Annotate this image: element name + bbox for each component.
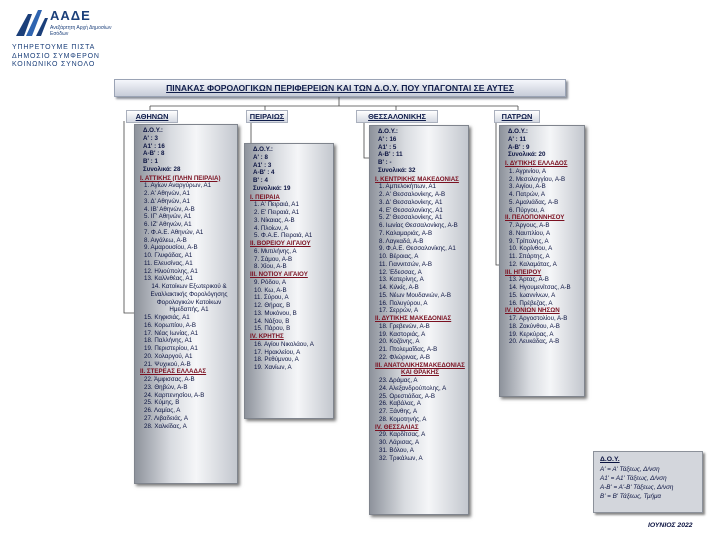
summary-block <box>505 128 581 159</box>
summary-line: Α' : 8 <box>253 153 268 161</box>
office-item: 3. Δ' Θεσσαλονίκης, Α1 <box>379 198 443 206</box>
office-item: 9. Ρόδου, Α <box>254 278 286 286</box>
office-item: 3. Δ' Αθηνών, Α1 <box>144 197 190 205</box>
summary-line: Β' : 4 <box>253 177 268 184</box>
region-heading: ΙΙ. ΒΟΡΕΙΟΥ ΑΙΓΑΙΟΥ <box>250 240 311 247</box>
office-item: 20. Χολαργού, Α1 <box>144 352 193 360</box>
office-item: 16. Κορωπίου, Α-Β <box>144 321 196 329</box>
office-item: 12. Ηλιούπολης, Α1 <box>144 267 198 275</box>
office-item: 13. Κατερίνης, Α <box>379 276 424 284</box>
office-item: 16. Αγίου Νικολάου, Α <box>254 340 314 348</box>
region-heading: Ι. ΔΥΤΙΚΗΣ ΕΛΛΑΔΟΣ <box>505 160 568 167</box>
summary-line: Α1' : 3 <box>253 161 272 169</box>
office-item: 17. Αργοστολίου, Α-Β <box>509 315 568 322</box>
office-item: 8. Αιγάλεω, Α-Β <box>144 236 187 244</box>
office-item: 31. Βόλου, Α <box>379 446 414 454</box>
office-item: 14. Κατοίκων Εξωτερικού & Εναλλακτικής Φορολόγησης Φορολογικών Κατοίκων Ημεδαπής, Α1 <box>150 283 228 314</box>
office-item: 5. Φ.Α.Ε. Πειραιά, Α1 <box>254 232 313 240</box>
office-item: 10. Κορίνθου, Α <box>509 245 553 253</box>
office-item: 15. Κηφισιάς, Α1 <box>144 314 190 321</box>
summary-line: Δ.Ο.Υ.: <box>143 127 163 134</box>
region-heading: Ι. ΑΤΤΙΚΗΣ (ΠΛΗΝ ΠΕΙΡΑΙΑ) <box>140 174 221 182</box>
office-item: 17. Ηρακλείου, Α <box>254 348 301 356</box>
summary-line: Δ.Ο.Υ.: <box>253 146 273 153</box>
office-item: 2. Μεσολογγίου, Α-Β <box>509 175 566 183</box>
region-heading: ΙV. ΚΡΗΤΗΣ <box>250 333 284 340</box>
office-item: 7. Καλαμαριάς, Α-Β <box>379 229 433 237</box>
office-item: 6. Μυτιλήνης, Α <box>254 247 297 255</box>
office-item: 10. Κω, Α-Β <box>254 286 287 294</box>
office-item: 1. Α' Πειραιά, Α1 <box>254 201 299 209</box>
legend-item: Α' = Α' Τάξεως, Δ/νση <box>600 466 660 473</box>
office-item: 14. Ηγουμενίτσας, Α-Β <box>509 284 571 291</box>
region-panel-patras <box>499 125 585 397</box>
region-heading: ΙΙΙ. ΑΝΑΤΟΛΙΚΗΣΜΑΚΕΔΟΝΙΑΣ ΚΑΙ ΘΡΑΚΗΣ <box>375 361 465 377</box>
office-item: 14. Νάξου, Β <box>254 317 290 325</box>
office-item: 3. Νίκαιας, Α-Β <box>254 216 295 224</box>
office-item: 13. Μυκόνου, Β <box>254 309 297 317</box>
office-item: 19. Περιστερίου, Α1 <box>144 345 198 352</box>
summary-block <box>250 146 330 193</box>
office-item: 17. Νέας Ιωνίας, Α1 <box>144 329 199 337</box>
office-item: 32. Τρικάλων, Α <box>379 454 423 462</box>
summary-line: Α1' : 16 <box>143 142 165 150</box>
office-item: 1. Αγίων Αναργύρων, Α1 <box>144 182 212 190</box>
office-item: 4. Πλοίων, Α <box>254 224 289 232</box>
logo-ministry-line: ΔΗΜΟΣΙΟ ΣΥΜΦΕΡΟΝ <box>12 52 100 60</box>
office-item: 2. Ε' Πειραιά, Α1 <box>254 209 300 216</box>
office-item: 2. Α' Θεσσαλονίκης, Α-Β <box>379 191 446 198</box>
aade-logo <box>8 6 138 70</box>
summary-line: Α' : 11 <box>508 135 526 143</box>
office-item: 13. Άρτας, Α-Β <box>509 276 549 284</box>
office-item: 6. Πύργου, Α <box>509 206 545 214</box>
office-item: 21. Ψυχικού, Α-Β <box>144 360 191 368</box>
logo-ministry <box>12 44 100 70</box>
region-heading: ΙΙΙ. ΝΟΤΙΟΥ ΑΙΓΑΙΟΥ <box>250 271 308 278</box>
logo-brand: ΑΑΔΕ <box>50 8 91 23</box>
office-item: 19. Χανίων, Α <box>254 364 292 371</box>
office-item: 18. Ζακύνθου, Α-Β <box>509 322 560 330</box>
office-item: 16. Πρέβεζας, Α <box>509 299 553 307</box>
office-item: 4. Ε' Θεσσαλονίκης, Α1 <box>379 206 443 214</box>
office-item: 15. Ιωαννίνων, Α <box>509 291 556 299</box>
region-heading: ΙΙ. ΣΤΕΡΕΑΣ ΕΛΛΑΔΑΣ <box>140 368 207 376</box>
office-item: 8. Ναυπλίου, Α <box>509 229 551 237</box>
legend-item: Α1' = Α1' Τάξεως, Δ/νση <box>600 475 667 482</box>
summary-line: Συνολικά: 28 <box>143 165 181 173</box>
region-heading: ΙV. ΙΟΝΙΩΝ ΝΗΣΩΝ <box>505 307 560 315</box>
office-item: 6. Ιωνίας Θεσσαλονίκης, Α-Β <box>379 222 458 229</box>
office-item: 12. Θήρας, Β <box>254 302 291 309</box>
legend-item: Α-Β' = Α'-Β' Τάξεως, Δ/νση <box>600 484 674 491</box>
office-item: 27. Ξάνθης, Α <box>379 408 418 415</box>
office-item: 20. Κοζάνης, Α <box>379 338 420 346</box>
office-item: 10. Γλυφάδας, Α1 <box>144 252 193 259</box>
summary-line: Συνολικά: 32 <box>378 166 416 174</box>
office-item: 12. Καλαμάτας, Α <box>509 260 557 268</box>
office-item: 3. Αιγίου, Α-Β <box>509 183 546 191</box>
office-item: 15. Πάρου, Β <box>254 325 291 333</box>
summary-line: Α' : 3 <box>143 134 158 142</box>
summary-line: Δ.Ο.Υ.: <box>378 128 398 135</box>
region-heading: Ι. ΠΕΙΡΑΙΑ <box>250 193 280 201</box>
summary-line: Συνολικά: 20 <box>508 151 546 159</box>
region-heading: ΙΙ. ΠΕΛΟΠΟΝΝΗΣΟΥ <box>505 214 565 222</box>
office-item: 11. Γιαννιτσών, Α-Β <box>379 260 433 268</box>
office-item: 20. Λευκάδας, Α-Β <box>509 338 560 346</box>
summary-line: Συνολικά: 19 <box>253 184 291 192</box>
summary-line: Α-Β' : 8 <box>143 150 165 158</box>
office-item: 15. Νέων Μουδανιών, Α-Β <box>379 291 451 299</box>
office-item: 24. Καρπενησίου, Α-Β <box>144 391 205 399</box>
document-date: ΙΟΥΝΙΟΣ 2022 <box>648 522 693 529</box>
office-item: 28. Κομοτηνής, Α <box>379 415 427 423</box>
page-title: ΠΙΝΑΚΑΣ ΦΟΡΟΛΟΓΙΚΩΝ ΠΕΡΙΦΕΡΕΙΩΝ ΚΑΙ ΤΩΝ Δ.Ο.Υ. ΠΟΥ ΥΠΑΓΟΝΤΑΙ ΣΕ ΑΥΤΕΣ <box>114 79 566 97</box>
office-item: 9. Αμαρουσίου, Α-Β <box>144 244 198 252</box>
office-item: 23. Θηβών, Α-Β <box>144 383 188 391</box>
office-item: 24. Αλεξανδρούπολης, Α <box>379 384 447 392</box>
office-item: 7. Φ.Α.Ε. Αθηνών, Α1 <box>144 228 204 236</box>
office-item: 19. Κερκύρας, Α <box>509 330 554 338</box>
office-item: 5. Αμαλιάδας, Α-Β <box>509 198 559 206</box>
office-item: 18. Γρεβενών, Α-Β <box>379 322 430 330</box>
office-item: 4. ΙΒ' Αθηνών, Α-Β <box>144 205 195 213</box>
summary-line: Α' : 16 <box>378 135 397 143</box>
office-item: 1. Αμπελοκήπων, Α1 <box>379 183 437 191</box>
summary-line: Α-Β' : 9 <box>508 143 530 151</box>
office-item: 25. Κύμης, Β <box>144 399 180 407</box>
logo-ministry-line: ΥΠΗΡΕΤΟΥΜΕ ΠΙΣΤΑ <box>12 44 96 51</box>
logo-ministry-line: ΚΟΙΝΩΝΙΚΟ ΣΥΝΟΛΟ <box>12 61 96 68</box>
summary-line: Α-Β' : 4 <box>253 169 275 177</box>
region-panel-piraeus <box>244 143 334 419</box>
office-item: 29. Καρδίτσας, Α <box>379 431 426 439</box>
office-item: 5. ΙΓ' Αθηνών, Α1 <box>144 213 192 221</box>
region-heading: ΙΙ. ΔΥΤΙΚΗΣ ΜΑΚΕΔΟΝΙΑΣ <box>375 315 452 322</box>
office-item: 27. Λιβαδειάς, Α <box>144 414 188 422</box>
office-item: 28. Χαλκίδας, Α <box>144 422 187 430</box>
office-item: 26. Καβάλας, Α <box>379 400 421 408</box>
office-item: 26. Λαμίας, Α <box>144 407 181 414</box>
column-header-patras: ΠΑΤΡΩΝ <box>494 110 540 123</box>
summary-line: Β' : - <box>378 159 392 166</box>
office-item: 8. Χίου, Α-Β <box>254 263 287 271</box>
logo-subtitle: Ανεξάρτητη Αρχή Δημοσίων Εσόδων <box>50 25 112 37</box>
office-item: 12. Έδεσσας, Α <box>379 268 422 276</box>
region-panel-athens <box>134 124 238 484</box>
office-item: 1. Αγρινίου, Α <box>509 167 547 175</box>
office-item: 2. Α' Αθηνών, Α1 <box>144 190 190 197</box>
office-item: 11. Ελευσίνας, Α1 <box>144 259 193 267</box>
summary-line: Β' : 1 <box>143 158 158 165</box>
region-panel-thessaloniki <box>369 125 469 515</box>
column-header-thessaloniki: ΘΕΣΣΑΛΟΝΙΚΗΣ <box>356 110 438 123</box>
office-item: 21. Πτολεμαΐδας, Α-Β <box>379 346 438 353</box>
summary-line: Α1' : 5 <box>378 143 397 151</box>
office-item: 11. Σπάρτης, Α <box>509 253 550 260</box>
legend-item: Β' = Β' Τάξεως, Τμήμα <box>600 493 662 500</box>
legend-title: Δ.Ο.Υ. <box>600 456 620 463</box>
office-item: 30. Λάρισας, Α <box>379 439 420 446</box>
office-item: 16. Πολυγύρου, Α <box>379 299 428 307</box>
office-item: 11. Σύρου, Α <box>254 294 289 302</box>
summary-line: Α-Β' : 11 <box>378 151 403 159</box>
office-item: 25. Ορεστιάδας, Α-Β <box>379 392 436 400</box>
legend-box <box>593 451 703 513</box>
region-heading: Ι. ΚΕΝΤΡΙΚΗΣ ΜΑΚΕΔΟΝΙΑΣ <box>375 175 459 183</box>
summary-block <box>140 127 234 174</box>
region-heading: ΙV. ΘΕΣΣΑΛΙΑΣ <box>375 423 419 431</box>
office-item: 10. Βέροιας, Α <box>379 253 419 260</box>
office-item: 7. Άργους, Α-Β <box>509 222 550 229</box>
office-item: 13. Καλλιθέας, Α1 <box>144 275 193 283</box>
office-item: 22. Άμφισσας, Α-Β <box>144 376 195 383</box>
office-item: 4. Πατρών, Α <box>509 191 546 198</box>
office-item: 6. ΙΖ' Αθηνών, Α1 <box>144 221 192 228</box>
summary-block <box>375 128 465 175</box>
summary-line: Δ.Ο.Υ.: <box>508 128 528 135</box>
office-item: 5. Ζ' Θεσσαλονίκης, Α1 <box>379 214 443 222</box>
office-item: 14. Κιλκίς, Α-Β <box>379 284 419 291</box>
office-item: 7. Σάμου, Α-Β <box>254 255 293 263</box>
office-item: 17. Σερρών, Α <box>379 307 419 315</box>
column-header-athens: ΑΘΗΝΩΝ <box>126 110 178 123</box>
office-item: 19. Καστοριάς, Α <box>379 330 426 338</box>
office-item: 22. Φλώρινας, Α-Β <box>379 353 431 361</box>
office-item: 18. Παλλήνης, Α1 <box>144 337 193 345</box>
office-item: 9. Τρίπολης, Α <box>509 237 549 245</box>
office-item: 18. Ρεθύμνου, Α <box>254 356 299 364</box>
region-heading: ΙΙΙ. ΗΠΕΙΡΟΥ <box>505 268 542 276</box>
office-item: 8. Λαγκαδά, Α-Β <box>379 237 424 245</box>
office-item: 9. Φ.Α.Ε. Θεσσαλονίκης, Α1 <box>379 245 456 253</box>
office-item: 23. Δράμας, Α <box>379 377 418 384</box>
column-header-piraeus: ΠΕΙΡΑΙΩΣ <box>246 110 288 123</box>
